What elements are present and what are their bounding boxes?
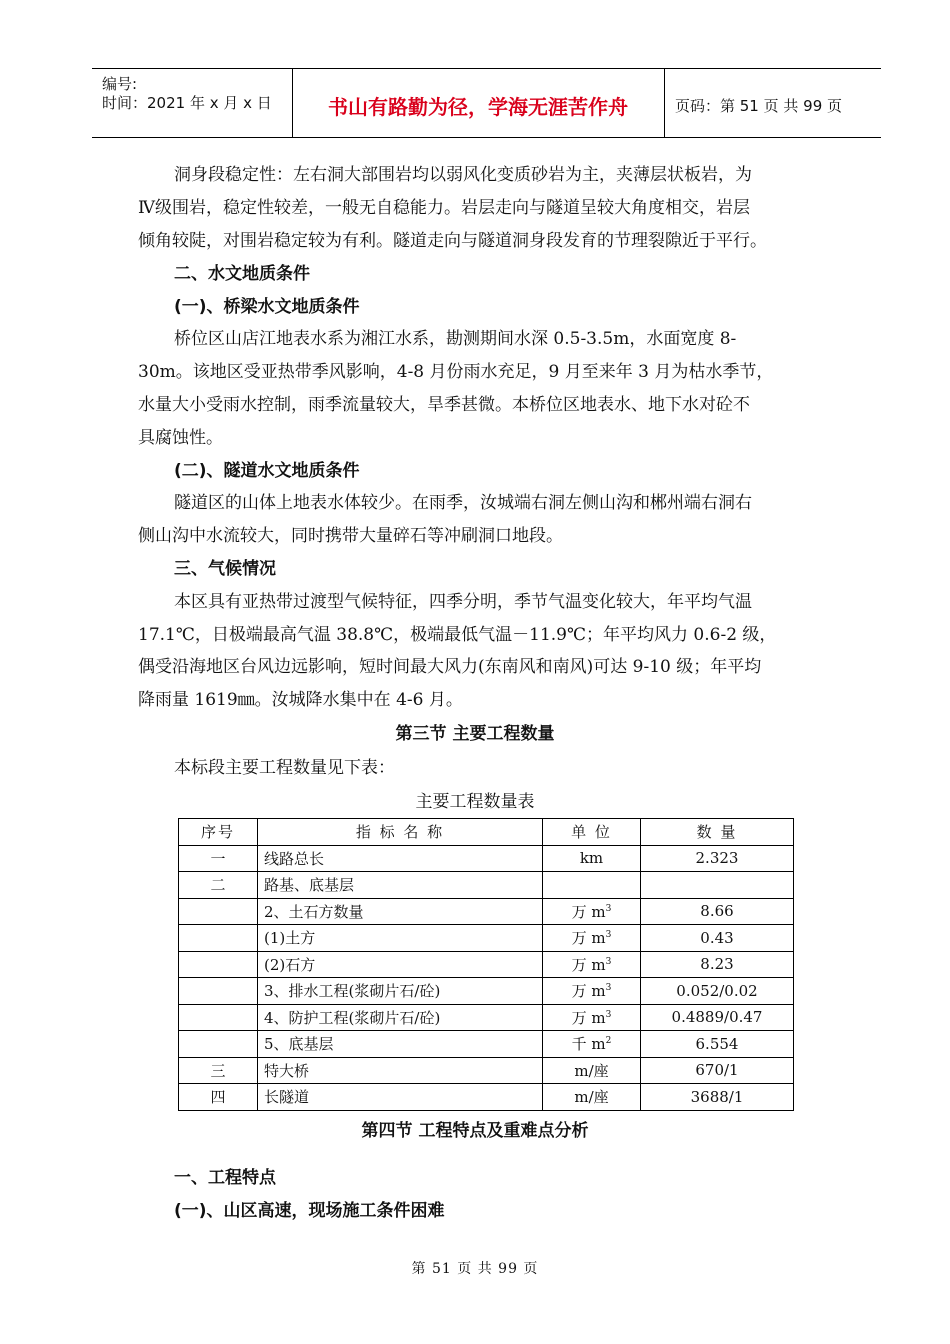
cell-index [179, 1031, 258, 1058]
cell-name-text: 特大桥 [264, 1061, 310, 1080]
cell-value [641, 925, 794, 952]
cell-name-text: (1)土方 [264, 929, 316, 948]
unit-exponent: 3 [605, 1009, 612, 1020]
cell-unit-text: 万 m [571, 982, 606, 1001]
cell-index-text: 四 [210, 1088, 226, 1107]
cell-unit [543, 1004, 641, 1031]
table-row [179, 951, 794, 978]
col-header-index: 序号 [179, 819, 258, 846]
paragraph-line: 隧道区的山体上地表水体较少。在雨季，汝城端右洞左侧山沟和郴州端右洞右 [174, 493, 752, 513]
cell-name [258, 1084, 543, 1111]
cell-unit-text: km [579, 849, 604, 868]
heading-bridge-hydrology: (一)、桥梁水文地质条件 [174, 297, 360, 317]
table-row [179, 872, 794, 899]
cell-name-text: 3、排水工程(浆砌片石/砼) [264, 982, 441, 1001]
cell-unit-text: 万 m [571, 1008, 606, 1027]
page-header [92, 68, 881, 138]
quantity-table [178, 818, 794, 1111]
cell-name-text: 线路总长 [264, 849, 325, 868]
cell-unit [543, 872, 641, 899]
cell-value [641, 1057, 794, 1084]
cell-unit [543, 1031, 641, 1058]
table-header-row [179, 819, 794, 846]
header-id-label: 编号: [102, 75, 138, 93]
table-row [179, 1084, 794, 1111]
cell-name [258, 1057, 543, 1084]
cell-value [641, 1084, 794, 1111]
table-row [179, 898, 794, 925]
cell-name-text: 路基、底基层 [264, 876, 355, 895]
unit-exponent: 3 [605, 930, 612, 941]
cell-index [179, 898, 258, 925]
cell-index-text: 一 [210, 849, 226, 868]
table-row [179, 978, 794, 1005]
cell-unit [543, 845, 641, 872]
cell-name [258, 845, 543, 872]
cell-value [641, 872, 794, 899]
header-page-label: 页码：第 51 页 共 99 页 [675, 97, 843, 115]
cell-name [258, 925, 543, 952]
heading-feature-1: (一)、山区高速，现场施工条件困难 [174, 1201, 445, 1221]
unit-exponent: 3 [605, 956, 612, 967]
cell-value-text: 0.4889/0.47 [671, 1008, 763, 1027]
cell-name [258, 872, 543, 899]
cell-value-text: 8.66 [700, 902, 734, 921]
cell-index [179, 925, 258, 952]
header-meta-cell [92, 69, 293, 137]
col-header-unit: 单 位 [543, 819, 641, 846]
cell-unit [543, 951, 641, 978]
cell-unit-text: 万 m [571, 955, 606, 974]
paragraph-line: 偶受沿海地区台风边远影响，短时间最大风力(东南风和南风)可达 9-10 级；年平均 [138, 657, 762, 677]
paragraph-line: 洞身段稳定性：左右洞大部围岩均以弱风化变质砂岩为主，夹薄层状板岩，为 [174, 165, 752, 185]
cell-unit-text: 千 m [571, 1035, 606, 1054]
cell-value-text: 670/1 [695, 1061, 739, 1080]
cell-value-text: 2.323 [695, 849, 739, 868]
header-slogan: 书山有路勤为径，学海无涯苦作舟 [328, 95, 628, 119]
cell-unit [543, 925, 641, 952]
paragraph-line: 本区具有亚热带过渡型气候特征，四季分明，季节气温变化较大，年平均气温 [174, 592, 752, 612]
unit-exponent: 3 [605, 983, 612, 994]
cell-index [179, 1004, 258, 1031]
cell-unit [543, 1084, 641, 1111]
cell-index [179, 951, 258, 978]
cell-name [258, 898, 543, 925]
cell-name [258, 978, 543, 1005]
cell-unit-text: 万 m [571, 929, 606, 948]
cell-value [641, 978, 794, 1005]
cell-unit-text: m/座 [574, 1088, 609, 1107]
cell-value-text: 0.43 [700, 928, 734, 947]
paragraph-line: 水量大小受雨水控制，雨季流量较大，旱季甚微。本桥位区地表水、地下水对砼不 [138, 395, 750, 415]
paragraph-line: 侧山沟中水流较大，同时携带大量碎石等冲刷洞口地段。 [138, 526, 563, 546]
heading-hydrology: 二、水文地质条件 [174, 264, 310, 284]
section-3-title: 第三节 主要工程数量 [395, 724, 555, 744]
cell-value [641, 1031, 794, 1058]
page-footer: 第 51 页 共 99 页 [411, 1261, 539, 1277]
cell-name-text: 5、底基层 [264, 1035, 334, 1054]
cell-name-text: (2)石方 [264, 955, 316, 974]
header-page-cell [665, 69, 881, 137]
cell-unit-text: m/座 [574, 1061, 609, 1080]
cell-name [258, 1031, 543, 1058]
paragraph-line: Ⅳ级围岩，稳定性较差，一般无自稳能力。岩层走向与隧道呈较大角度相交，岩层 [138, 198, 750, 218]
paragraph-line: 30m。该地区受亚热带季风影响，4-8 月份雨水充足，9 月至来年 3 月为枯水季节， [138, 362, 774, 382]
cell-unit [543, 1057, 641, 1084]
heading-features: 一、工程特点 [174, 1168, 276, 1188]
cell-name-text: 长隧道 [264, 1088, 310, 1107]
heading-tunnel-hydrology: (二)、隧道水文地质条件 [174, 461, 360, 481]
heading-climate: 三、气候情况 [174, 559, 276, 579]
cell-index-text: 三 [210, 1061, 226, 1080]
cell-index [179, 1057, 258, 1084]
cell-name [258, 951, 543, 978]
cell-value-text: 8.23 [700, 955, 734, 974]
paragraph-line: 降雨量 1619㎜。汝城降水集中在 4-6 月。 [138, 690, 463, 710]
unit-exponent: 2 [605, 1036, 612, 1047]
cell-index-text: 二 [210, 876, 226, 895]
header-slogan-cell [292, 69, 665, 137]
cell-name-text: 4、防护工程(浆砌片石/砼) [264, 1008, 441, 1027]
cell-value-text: 3688/1 [690, 1087, 744, 1106]
cell-unit-text: 万 m [571, 902, 606, 921]
cell-index [179, 845, 258, 872]
table-row [179, 845, 794, 872]
paragraph-line: 本标段主要工程数量见下表： [174, 758, 395, 778]
cell-value-text: 6.554 [695, 1034, 739, 1053]
paragraph-line: 桥位区山店江地表水系为湘江水系，勘测期间水深 0.5-3.5m，水面宽度 8- [174, 329, 737, 349]
cell-value [641, 898, 794, 925]
unit-exponent: 3 [605, 903, 612, 914]
section-4-title: 第四节 工程特点及重难点分析 [361, 1121, 589, 1141]
header-time-label: 时间：2021 年 x 月 x 日 [102, 94, 272, 112]
table-row [179, 925, 794, 952]
cell-unit [543, 898, 641, 925]
cell-value [641, 845, 794, 872]
table-row [179, 1031, 794, 1058]
cell-name [258, 1004, 543, 1031]
cell-value [641, 1004, 794, 1031]
col-header-name: 指 标 名 称 [258, 819, 543, 846]
cell-index [179, 978, 258, 1005]
cell-unit [543, 978, 641, 1005]
cell-name-text: 2、土石方数量 [264, 902, 364, 921]
cell-index [179, 872, 258, 899]
cell-value [641, 951, 794, 978]
col-header-value: 数 量 [641, 819, 794, 846]
paragraph-line: 倾角较陡，对围岩稳定较为有利。隧道走向与隧道洞身段发育的节理裂隙近于平行。 [138, 231, 767, 251]
cell-index [179, 1084, 258, 1111]
table-row [179, 1057, 794, 1084]
table-title: 主要工程数量表 [415, 792, 535, 812]
cell-value-text: 0.052/0.02 [676, 981, 758, 1000]
table-row [179, 1004, 794, 1031]
paragraph-line: 17.1℃，日极端最高气温 38.8℃，极端最低气温－11.9℃；年平均风力 0.6-2 级， [138, 625, 777, 645]
paragraph-line: 具腐蚀性。 [138, 428, 223, 448]
